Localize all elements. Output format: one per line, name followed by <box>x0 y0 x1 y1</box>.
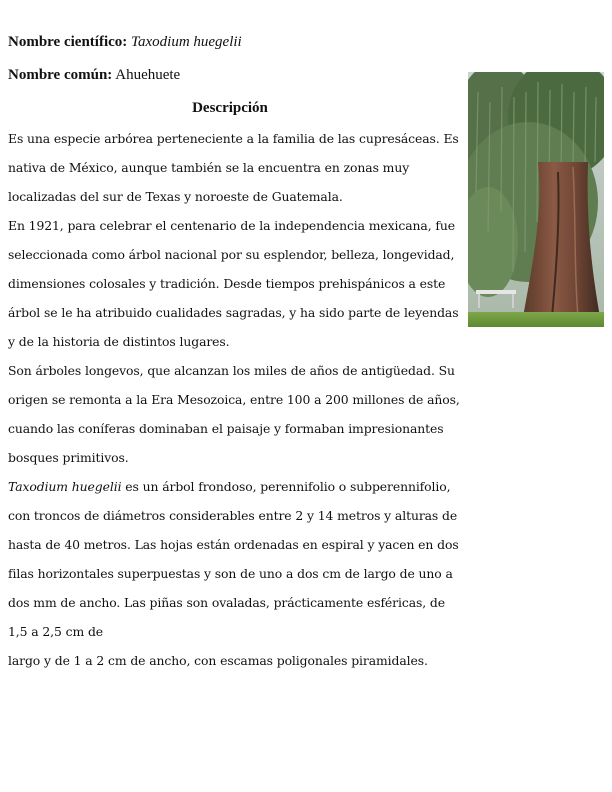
description-line-italic-lead <box>8 479 450 494</box>
description-line: seleccionada como árbol nacional por su esplendor, belleza, longevidad, <box>8 247 455 262</box>
description-line: 1,5 a 2,5 cm de <box>8 624 104 639</box>
description-title: Descripción <box>192 100 268 116</box>
description-line: localizadas del sur de Texas y noroeste de Guatemala. <box>8 189 343 204</box>
description-line: Es una especie arbórea perteneciente a la familia de las cupresáceas. Es <box>8 131 459 146</box>
description-line: dos mm de ancho. Las piñas son ovaladas, prácticamente esféricas, de <box>8 595 445 610</box>
common-name-line <box>8 67 180 84</box>
description-line: nativa de México, aunque también se la encuentra en zonas muy <box>8 160 410 175</box>
description-line: cuando las coníferas dominaban el paisaje y formaban impresionantes <box>8 421 444 436</box>
description-line: árbol se le ha atribuido cualidades sagradas, y ha sido parte de leyendas <box>8 305 459 320</box>
scientific-name-line <box>8 34 242 51</box>
common-name-label: Nombre común: <box>8 67 113 83</box>
description-line: origen se remonta a la Era Mesozoica, entre 100 a 200 millones de años, <box>8 392 460 407</box>
description-line: hasta de 40 metros. Las hojas están ordenadas en espiral y yacen en dos <box>8 537 459 552</box>
description-line: bosques primitivos. <box>8 450 129 465</box>
species-italic-name: Taxodium huegelii <box>8 479 122 494</box>
description-line: largo y de 1 a 2 cm de ancho, con escamas poligonales piramidales. <box>8 653 428 668</box>
species-description-rest: es un árbol frondoso, perennifolio o subperennifolio, <box>121 479 451 494</box>
description-line: y de la historia de distintos lugares. <box>8 334 230 349</box>
description-line: dimensiones colosales y tradición. Desde tiempos prehispánicos a este <box>8 276 446 291</box>
description-line: filas horizontales superpuestas y son de uno a dos cm de largo de uno a <box>8 566 453 581</box>
description-line: Son árboles longevos, que alcanzan los miles de años de antigüedad. Su <box>8 363 455 378</box>
ahuehuete-tree-photo <box>468 72 604 327</box>
description-line: En 1921, para celebrar el centenario de la independencia mexicana, fue <box>8 218 455 233</box>
scientific-name-value: Taxodium huegelii <box>131 34 242 50</box>
common-name-value: Ahuehuete <box>115 67 181 83</box>
description-line: con troncos de diámetros considerables entre 2 y 14 metros y alturas de <box>8 508 458 523</box>
scientific-name-label: Nombre científico: <box>8 34 128 50</box>
